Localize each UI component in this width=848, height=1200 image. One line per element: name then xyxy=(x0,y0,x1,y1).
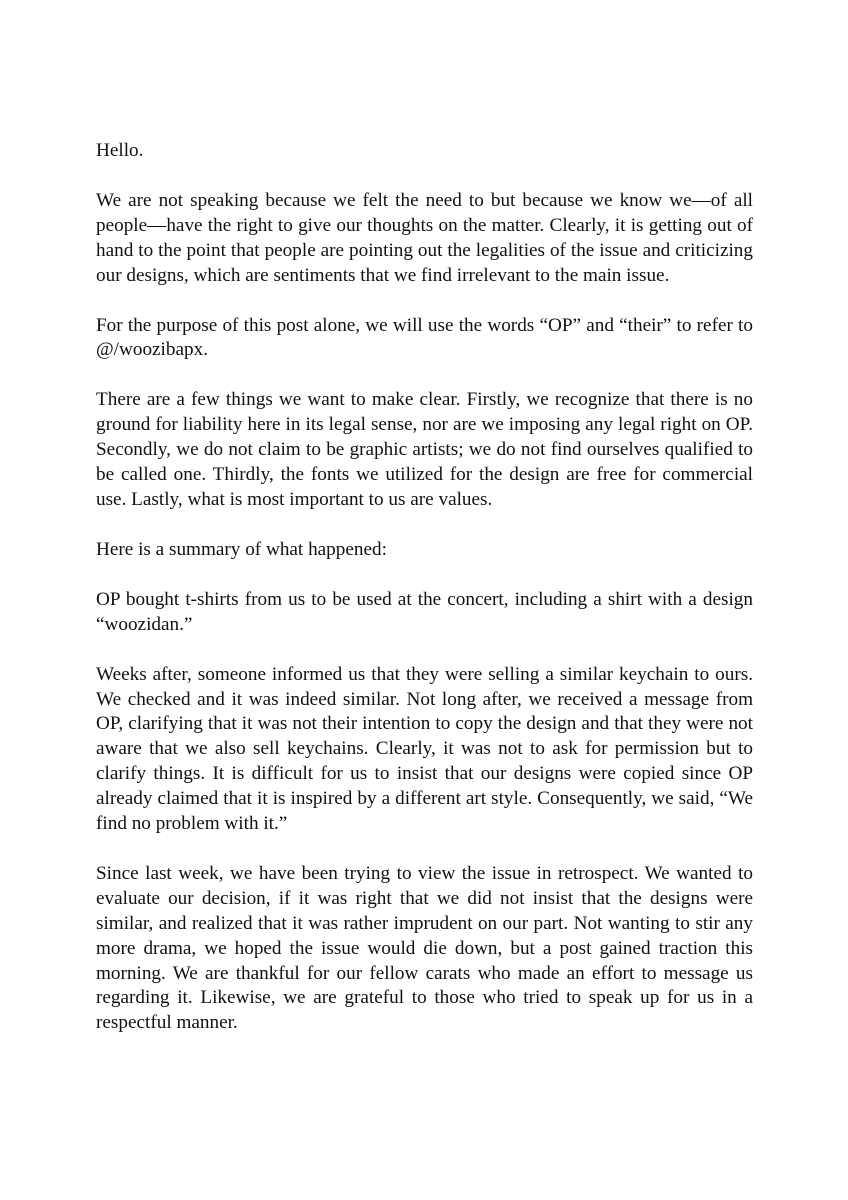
paragraph-intro: We are not speaking because we felt the need to but because we know we—of all people—have the right to give our thoughts on the matter. Clearly, it is getting out of hand to the point that people are pointing out the legalities of the issue and criticizing our designs, which are sentiments that we find irrelevant to the main issue. xyxy=(96,189,753,286)
paragraph-clarifications: There are a few things we want to make clear. Firstly, we recognize that there is no ground for liability here in its legal sense, nor are we imposing any legal right on OP. Secondly, we do not claim to be graphic artists; we do not find ourselves qualified to be called one. Thirdly, the fonts we utilized for the design are free for commercial use. Lastly, what is most important to us are values. xyxy=(96,389,753,510)
paragraph-summary-heading: Here is a summary of what happened: xyxy=(96,538,387,560)
paragraph-definitions: For the purpose of this post alone, we will use the words “OP” and “their” to refer to @/woozibapx. xyxy=(96,314,753,361)
paragraph-purchase: OP bought t-shirts from us to be used at the concert, including a shirt with a design “woozidan.” xyxy=(96,588,753,635)
paragraph-retrospect: Since last week, we have been trying to view the issue in retrospect. We wanted to evaluate our decision, if it was right that we did not insist that the designs were similar, and realized that it was rather imprudent on our part. Not wanting to stir any more drama, we hoped the issue would die down, but a post gained traction this morning. We are thankful for our fellow carats who made an effort to message us regarding it. Likewise, we are grateful to those who tried to speak up for us in a respectful manner. xyxy=(96,862,753,1034)
paragraph-keychain: Weeks after, someone informed us that they were selling a similar keychain to ours. We checked and it was indeed similar. Not long after, we received a message from OP, clarifying that it was not their intention to copy the design and that they were not aware that we also sell keychains. Clearly, it was not to ask for permission but to clarify things. It is difficult for us to insist that our designs were copied since OP already claimed that it is inspired by a different art style. Consequently, we said, “We find no problem with it.” xyxy=(96,663,753,835)
document-body xyxy=(96,139,753,1036)
greeting: Hello. xyxy=(96,140,144,161)
